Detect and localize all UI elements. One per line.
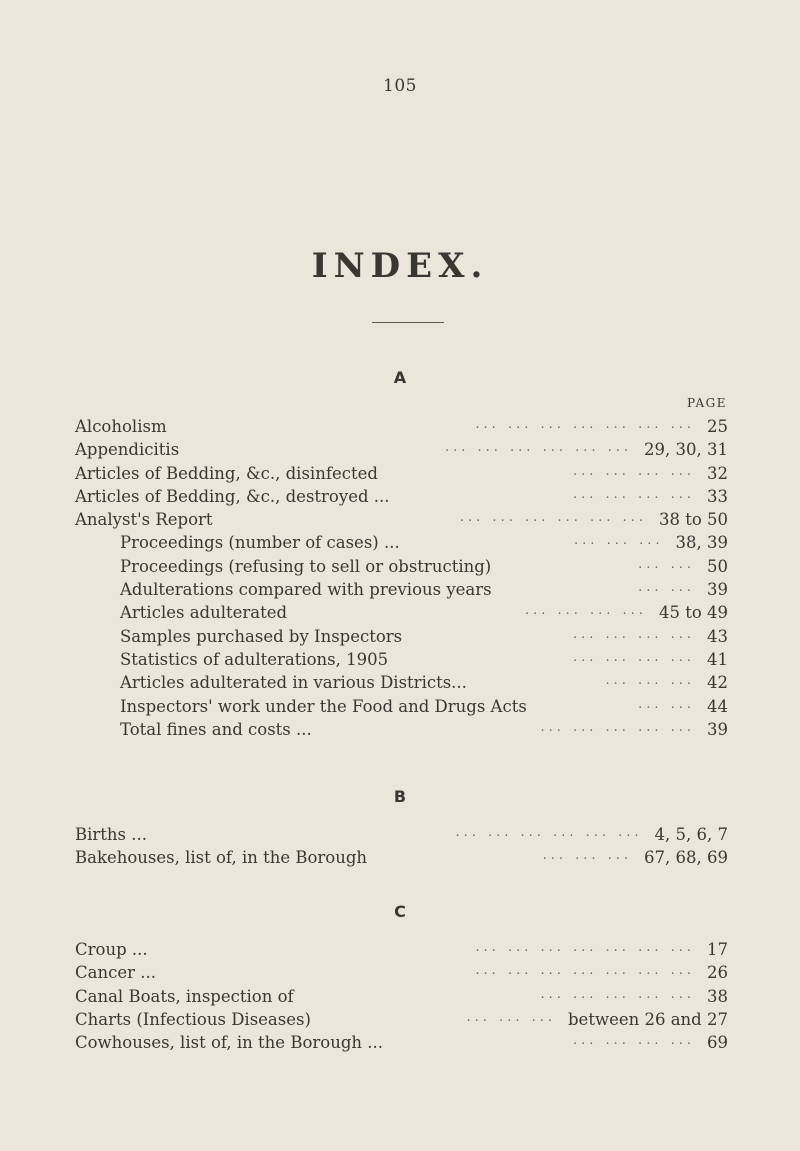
index-entry xyxy=(0,825,800,848)
leader-dots: ... ... ... ... ... ... ... xyxy=(475,963,695,979)
page-number: 105 xyxy=(383,76,417,96)
entry-pages: 29, 30, 31 xyxy=(644,440,728,460)
index-entry xyxy=(0,557,800,580)
entry-pages: between 26 and 27 xyxy=(568,1009,728,1029)
leader-dots: ... ... ... ... ... ... xyxy=(459,510,647,526)
entry-pages: 50 xyxy=(707,556,728,576)
index-entry xyxy=(0,673,800,696)
index-entry xyxy=(0,464,800,487)
entry-pages: 26 xyxy=(707,963,728,983)
index-entry xyxy=(0,940,800,963)
index-entry xyxy=(0,848,800,871)
leader-dots: ... ... ... ... xyxy=(524,603,647,619)
index-entry xyxy=(0,417,800,440)
leader-dots: ... ... ... ... ... ... ... xyxy=(475,417,695,432)
section-letter-c: C xyxy=(394,902,406,921)
entry-pages: 38 xyxy=(707,986,728,1006)
entry-pages: 43 xyxy=(707,626,728,646)
entry-pages: 41 xyxy=(707,649,728,669)
leader-dots: ... ... xyxy=(638,696,695,712)
index-entry xyxy=(0,1010,800,1033)
index-entry xyxy=(0,650,800,673)
entry-label: Cowhouses, list of, in the Borough ... xyxy=(75,1033,383,1053)
index-entry xyxy=(0,1033,800,1056)
entry-label: Croup ... xyxy=(75,940,148,959)
leader-dots: ... ... ... ... xyxy=(573,1033,695,1049)
leader-dots: ... ... ... ... ... xyxy=(540,986,695,1002)
entry-pages: 38, 39 xyxy=(675,533,728,553)
entry-pages: 38 to 50 xyxy=(658,510,728,530)
index-entry xyxy=(0,580,800,603)
entry-pages: 17 xyxy=(707,940,728,959)
entry-label: Canal Boats, inspection of xyxy=(75,986,294,1006)
entry-label: Alcoholism xyxy=(75,417,167,436)
section-a-entries xyxy=(0,417,800,743)
entry-label: Statistics of adulterations, 1905 xyxy=(120,649,389,669)
leader-dots: ... ... ... ... xyxy=(573,463,695,479)
index-entry xyxy=(0,510,800,533)
index-entry xyxy=(0,987,800,1010)
index-entry xyxy=(0,487,800,510)
entry-pages: 39 xyxy=(707,580,728,600)
entry-label: Total fines and costs ... xyxy=(120,719,312,739)
index-entry xyxy=(0,720,800,743)
entry-label: Bakehouses, list of, in the Borough xyxy=(75,848,368,868)
leader-dots: ... ... ... xyxy=(542,848,633,864)
index-entry xyxy=(0,533,800,556)
entry-pages: 33 xyxy=(707,486,728,506)
entry-label: Articles adulterated xyxy=(120,603,288,623)
leader-dots: ... ... ... ... ... xyxy=(540,719,695,735)
entry-pages: 4, 5, 6, 7 xyxy=(654,825,728,844)
entry-pages: 69 xyxy=(707,1033,728,1053)
leader-dots: ... ... ... ... xyxy=(573,626,695,642)
page-column-header: PAGE xyxy=(687,396,727,410)
entry-label: Adulterations compared with previous years xyxy=(120,580,492,600)
index-entry xyxy=(0,440,800,463)
entry-label: Samples purchased by Inspectors xyxy=(120,626,403,646)
title-rule xyxy=(372,322,444,323)
leader-dots: ... ... ... xyxy=(466,1009,556,1025)
index-entry xyxy=(0,603,800,626)
leader-dots: ... ... ... xyxy=(605,673,695,689)
entry-label: Inspectors' work under the Food and Drugs Acts xyxy=(120,696,527,716)
entry-pages: 44 xyxy=(707,696,728,716)
leader-dots: ... ... ... ... xyxy=(573,486,695,502)
leader-dots: ... ... ... ... ... ... xyxy=(455,825,643,840)
entry-pages: 25 xyxy=(707,417,728,436)
section-letter-a: A xyxy=(393,368,407,387)
entry-label: Births ... xyxy=(75,825,147,844)
leader-dots: ... ... xyxy=(638,556,695,572)
entry-label: Appendicitis xyxy=(75,440,180,460)
entry-label: Analyst's Report xyxy=(75,510,213,530)
entry-label: Cancer ... xyxy=(75,963,156,983)
section-letter-b: B xyxy=(393,787,407,806)
index-entry xyxy=(0,697,800,720)
index-entry xyxy=(0,627,800,650)
entry-pages: 67, 68, 69 xyxy=(644,848,728,868)
index-entry xyxy=(0,963,800,986)
entry-pages: 39 xyxy=(707,719,728,739)
entry-label: Proceedings (number of cases) ... xyxy=(120,533,400,553)
section-b-entries xyxy=(0,825,800,872)
entry-label: Articles adulterated in various Districts... xyxy=(120,673,467,693)
entry-pages: 32 xyxy=(707,463,728,483)
leader-dots: ... ... xyxy=(638,580,695,596)
leader-dots: ... ... ... ... xyxy=(573,649,695,665)
entry-label: Charts (Infectious Diseases) xyxy=(75,1009,311,1029)
leader-dots: ... ... ... ... ... ... xyxy=(444,440,633,456)
index-title: INDEX. xyxy=(311,246,489,286)
entry-pages: 42 xyxy=(707,673,728,693)
entry-label: Proceedings (refusing to sell or obstructing) xyxy=(120,556,492,576)
section-c-entries xyxy=(0,940,800,1056)
leader-dots: ... ... ... xyxy=(574,533,664,549)
leader-dots: ... ... ... ... ... ... ... xyxy=(475,940,695,955)
entry-label: Articles of Bedding, &c., disinfected xyxy=(75,463,378,483)
entry-label: Articles of Bedding, &c., destroyed ... xyxy=(75,486,390,506)
entry-pages: 45 to 49 xyxy=(658,603,728,623)
